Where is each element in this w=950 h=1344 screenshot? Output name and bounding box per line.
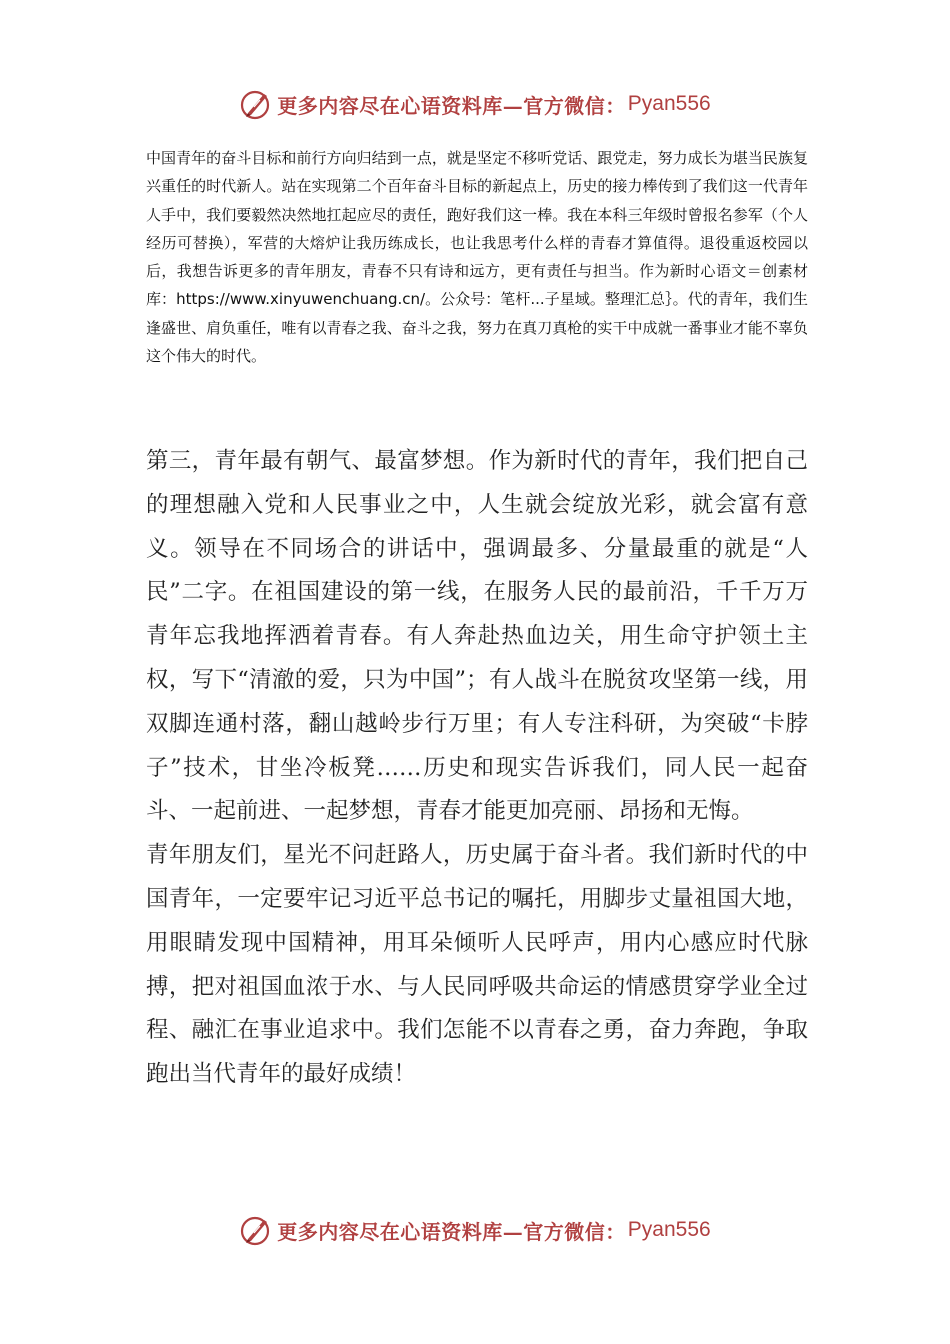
quill-pen-logo-icon [239,87,273,121]
quill-pen-logo-icon [239,1213,273,1247]
footer-brand-text: 更多内容尽在心语资料库—官方微信： [277,1219,626,1244]
page-footer-watermark [0,1208,950,1252]
paragraph-third-point: 第三，青年最有朝气、最富梦想。作为新时代的青年，我们把自己的理想融入党和人民事业之中，人生就会绽放光彩，就会富有意义。领导在不同场合的讲话中，强调最多、分量最重的就是“人民”二字。在祖国建设的第一线，在服务人民的最前沿，千千万万青年忘我地挥洒着青春。有人奔赴热血边关，用生命守护领土主权，写下“清澈的爱，只为中国”；有人战斗在脱贫攻坚第一线，用双脚连通村落，翻山越岭步行万里；有人专注科研，为突破“卡脖子”技术，甘坐冷板凳……历史和现实告诉我们，同人民一起奋斗、一起前进、一起梦想，青春才能更加亮丽、昂扬和无悔。 [146,448,808,825]
header-wechat-id: Pyan556 [627,92,711,115]
footer-wechat-id: Pyan556 [627,1218,711,1241]
main-article-body [146,440,808,1097]
page-header-watermark [0,82,950,126]
header-brand-text: 更多内容尽在心语资料库—官方微信： [277,93,626,118]
paragraph-closing: 青年朋友们，星光不问赶路人，历史属于奋斗者。我们新时代的中国青年，一定要牢记习近平总书记的嘱托，用脚步丈量祖国大地，用眼睛发现中国精神，用耳朵倾听人民呼声，用内心感应时代脉搏，把对祖国血浓于水、与人民同呼吸共命运的情感贯穿学业全过程、融汇在事业追求中。我们怎能不以青春之勇，奋力奔跑，争取跑出当代青年的最好成绩！ [146,842,808,1088]
intro-paragraph: 中国青年的奋斗目标和前行方向归结到一点，就是坚定不移听党话、跟党走，努力成长为堪当民族复兴重任的时代新人。站在实现第二个百年奋斗目标的新起点上，历史的接力棒传到了我们这一代青年人手中，我们要毅然决然地扛起应尽的责任，跑好我们这一棒。我在本科三年级时曾报名参军（个人经历可替换），军营的大熔炉让我历练成长，也让我思考什么样的青春才算值得。退役重返校园以后，我想告诉更多的青年朋友，青春不只有诗和远方，更有责任与担当。作为新时心语文＝创素材库：https://www.xinyuwenchuang.cn/。公众号：笔杆...子星域。整理汇总｝。代的青年，我们生逢盛世、肩负重任，唯有以青春之我、奋斗之我，努力在真刀真枪的实干中成就一番事业才能不辜负这个伟大的时代。 [146,149,808,366]
